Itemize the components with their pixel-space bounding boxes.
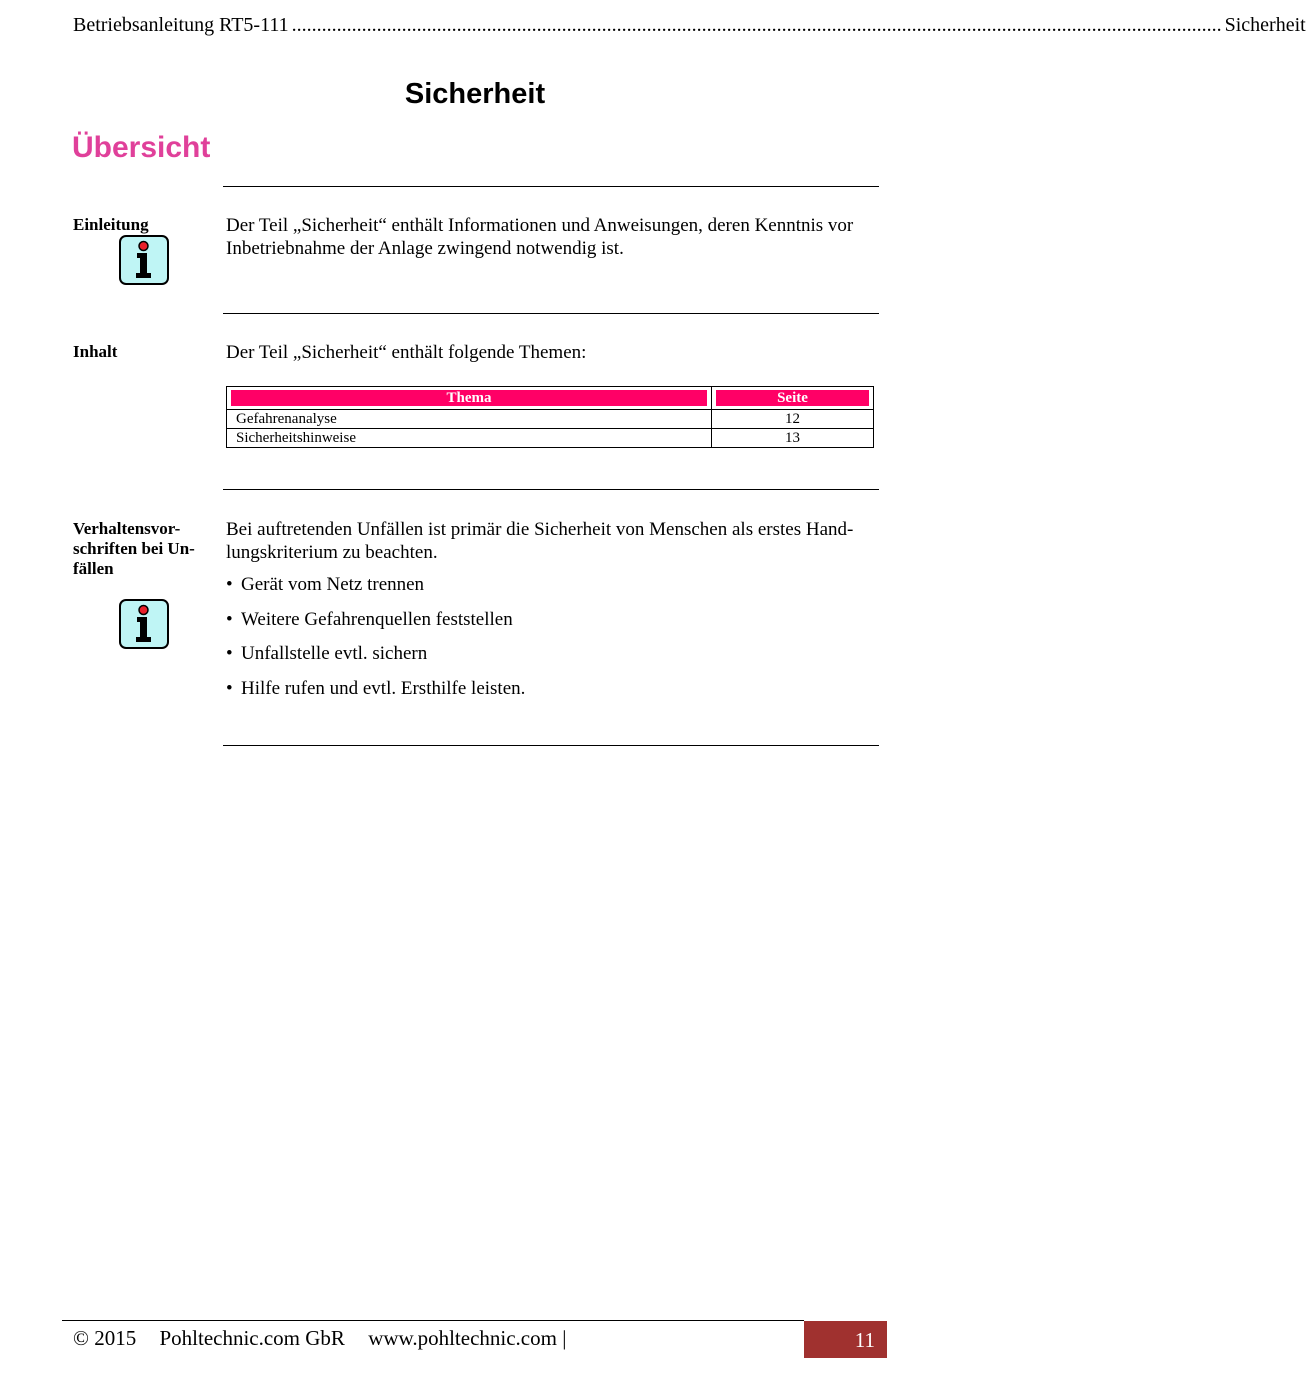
topics-table	[226, 386, 874, 448]
table-header-seite-label: Seite	[716, 390, 869, 406]
footer-website: www.pohltechnic.com |	[368, 1326, 567, 1350]
verhalten-label-line: fällen	[73, 559, 114, 578]
list-item-text: Gerät vom Netz trennen	[241, 574, 425, 595]
verhalten-text-line: Bei auftretenden Unfällen ist primär die Sicherheit von Menschen als erstes Hand-	[226, 519, 854, 540]
verhalten-label	[73, 519, 208, 579]
header-chapter: Sicherheit	[1224, 14, 1306, 36]
bullet-symbol: •	[226, 643, 233, 664]
inhalt-text: Der Teil „Sicherheit“ enthält folgende Themen:	[226, 342, 587, 363]
info-icon-graphic	[121, 237, 166, 282]
info-icon	[119, 235, 169, 285]
header-document-title: Betriebsanleitung RT5-111	[73, 14, 289, 36]
running-header	[73, 14, 1306, 42]
list-item-text: Hilfe rufen und evtl. Ersthilfe leisten.	[241, 677, 526, 699]
footer	[73, 1326, 584, 1351]
bullet-list	[226, 573, 525, 711]
info-icon	[119, 599, 169, 649]
list-item-text: Weitere Gefahrenquellen feststellen	[241, 608, 513, 630]
table-cell-page: 12	[712, 410, 874, 429]
section-title: Übersicht	[72, 131, 211, 164]
header-leader-dots: ..........................................................................................................................................................................................	[291, 14, 1222, 36]
verhalten-label-line: Verhaltensvor-	[73, 519, 181, 538]
table-cell-topic: Sicherheitshinweise	[227, 429, 712, 448]
list-item	[226, 608, 525, 643]
einleitung-text-line: Der Teil „Sicherheit“ enthält Informationen und Anweisungen, deren Kenntnis vor	[226, 215, 854, 236]
list-item	[226, 642, 525, 677]
footer-rule	[62, 1320, 804, 1321]
table-cell-page: 13	[712, 429, 874, 448]
verhalten-text-line: lungskriterium zu beachten.	[226, 542, 438, 563]
divider-rule	[223, 745, 879, 746]
info-icon-graphic	[121, 601, 166, 646]
page-title: Sicherheit	[404, 78, 546, 110]
table-header-thema-label: Thema	[231, 390, 707, 406]
divider-rule	[223, 186, 879, 187]
bullet-symbol: •	[226, 608, 233, 630]
einleitung-label: Einleitung	[73, 215, 149, 234]
divider-rule	[223, 313, 879, 314]
bullet-symbol: •	[226, 677, 233, 699]
bullet-symbol: •	[226, 574, 233, 595]
verhalten-text	[226, 518, 876, 564]
table-row	[227, 429, 874, 448]
list-item-text: Unfallstelle evtl. sichern	[241, 643, 428, 664]
list-item	[226, 677, 525, 712]
inhalt-label: Inhalt	[73, 342, 118, 361]
table-header-seite	[712, 387, 874, 410]
divider-rule	[223, 489, 879, 490]
table-header-thema	[227, 387, 712, 410]
footer-company: Pohltechnic.com GbR	[159, 1326, 345, 1350]
einleitung-text	[226, 214, 876, 260]
list-item	[226, 573, 525, 608]
table-cell-topic: Gefahrenanalyse	[227, 410, 712, 429]
table-row	[227, 410, 874, 429]
page-number: 11	[804, 1321, 887, 1358]
einleitung-text-line: Inbetriebnahme der Anlage zwingend notwendig ist.	[226, 238, 624, 259]
verhalten-label-line: schriften bei Un-	[73, 539, 195, 558]
footer-copyright: © 2015	[73, 1326, 137, 1350]
table-header-row	[227, 387, 874, 410]
